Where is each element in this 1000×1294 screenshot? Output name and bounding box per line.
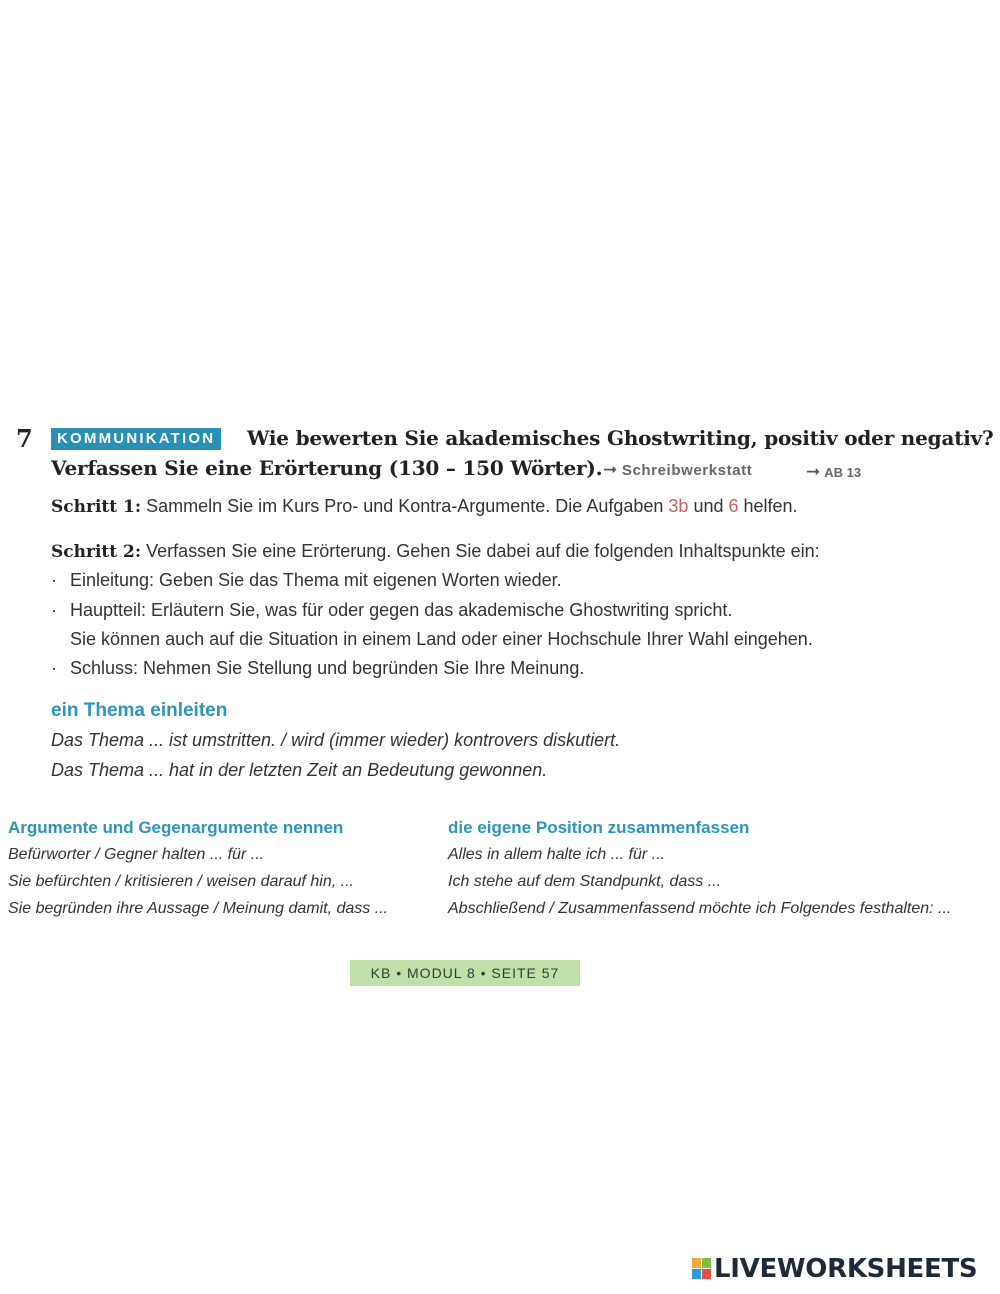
phrase-line: Das Thema ... hat in der letzten Zeit an Bedeutung gewonnen.	[51, 760, 548, 780]
task-ref-3b: 3b	[668, 496, 689, 516]
list-item: · Einleitung: Geben Sie das Thema mit eigenen Worten wieder.	[51, 570, 562, 590]
step-2: Schritt 2: Verfassen Sie eine Erörterung. Gehen Sie dabei auf die folgenden Inhaltspunkte ein:	[51, 541, 820, 562]
task-title-line2: Verfassen Sie eine Erörterung (130 – 150 Wörter).	[51, 456, 603, 480]
list-item-continuation: Sie können auch auf die Situation in einem Land oder einer Hochschule Ihrer Wahl eingehen.	[70, 629, 813, 649]
phrase-line: Sie befürchten / kritisieren / weisen darauf hin, ...	[8, 873, 354, 890]
phrase-line: Sie begründen ihre Aussage / Meinung damit, dass ...	[8, 900, 389, 917]
bullet-icon: ·	[51, 570, 57, 590]
intro-heading: ein Thema einleiten	[51, 700, 228, 721]
reference-ab: ➞ AB 13	[806, 462, 862, 481]
arrow-right-icon: ➞	[603, 460, 618, 479]
list-item: · Schluss: Nehmen Sie Stellung und begründen Sie Ihre Meinung.	[51, 658, 585, 678]
task-title-line1: Wie bewerten Sie akademisches Ghostwriting, positiv oder negativ?	[247, 426, 994, 450]
page-footer-label: KB • MODUL 8 • SEITE 57	[350, 960, 580, 986]
phrase-line: Alles in allem halte ich ... für ...	[448, 846, 665, 863]
arguments-heading: Argumente und Gegenargumente nennen	[8, 818, 344, 837]
bullet-icon: ·	[51, 658, 57, 678]
step-2-label: Schritt 2:	[51, 542, 142, 562]
arrow-right-icon: ➞	[806, 462, 821, 481]
category-badge: KOMMUNIKATION	[51, 428, 221, 450]
list-item: · Hauptteil: Erläutern Sie, was für oder gegen das akademische Ghostwriting spricht.	[51, 600, 733, 620]
phrase-line: Ich stehe auf dem Standpunkt, dass ...	[448, 873, 722, 890]
liveworksheets-logo-icon	[692, 1258, 712, 1280]
phrase-line: Abschließend / Zusammenfassend möchte ich Folgendes festhalten: ...	[448, 900, 952, 917]
step-1-label: Schritt 1:	[51, 497, 142, 517]
position-heading: die eigene Position zusammenfassen	[448, 818, 750, 837]
bullet-icon: ·	[51, 600, 57, 620]
task-ref-6: 6	[728, 496, 739, 516]
brand-name: LIVEWORKSHEETS	[714, 1254, 978, 1284]
phrase-line: Das Thema ... ist umstritten. / wird (immer wieder) kontrovers diskutiert.	[51, 730, 621, 750]
task-number: 7	[16, 424, 33, 453]
step-1: Schritt 1: Sammeln Sie im Kurs Pro- und Kontra-Argumente. Die Aufgaben 3b und 6 helfen.	[51, 496, 798, 517]
phrase-line: Befürworter / Gegner halten ... für ...	[8, 846, 265, 863]
reference-schreibwerkstatt: ➞ Schreibwerkstatt	[603, 460, 753, 479]
